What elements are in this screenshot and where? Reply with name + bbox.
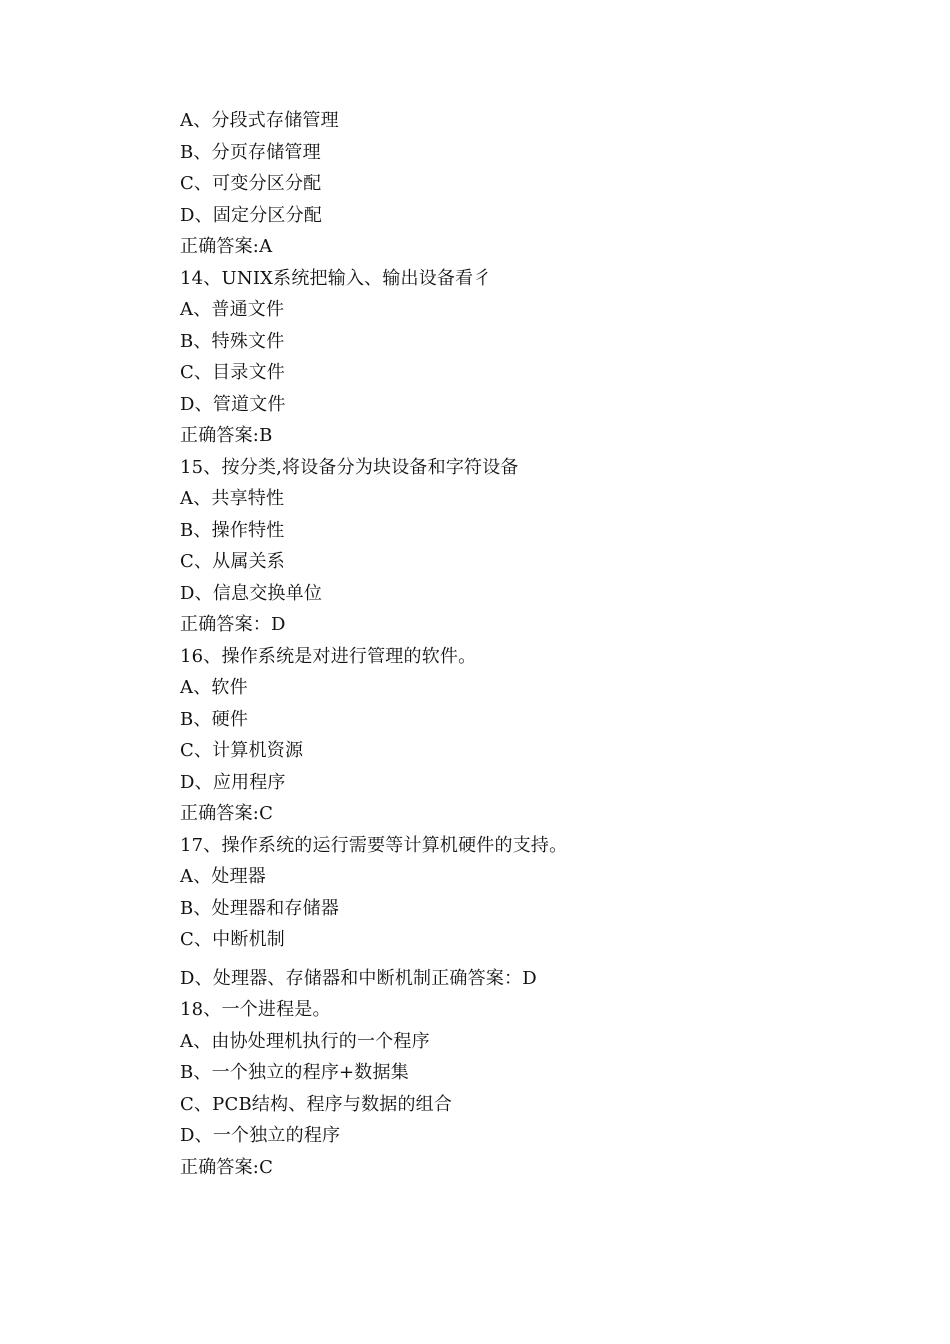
option-d: D、管道文件 xyxy=(180,393,286,415)
option-b: B、硬件 xyxy=(180,708,249,730)
option-c: C、可变分区分配 xyxy=(180,173,322,194)
option-a: A、处理器 xyxy=(180,866,266,887)
question-18: 18、一个进程是。 xyxy=(180,999,331,1020)
option-c: C、目录文件 xyxy=(180,362,285,383)
option-d: D、信息交换单位 xyxy=(180,582,323,604)
option-c: C、计算机资源 xyxy=(180,740,304,761)
option-b: B、分页存储管理 xyxy=(180,141,321,163)
option-d: D、应用程序 xyxy=(180,771,286,793)
option-a: A、共享特性 xyxy=(180,488,285,509)
option-d-with-answer: D、处理器、存储器和中断机制正确答案：D xyxy=(180,967,537,989)
option-c: C、中断机制 xyxy=(180,929,285,950)
option-b: B、操作特性 xyxy=(180,519,285,541)
option-a: A、普通文件 xyxy=(180,299,285,320)
question-17: 17、操作系统的运行需要等计算机硬件的支持。 xyxy=(180,834,568,856)
answer-line: 正确答案:B xyxy=(180,425,273,446)
option-a: A、分段式存储管理 xyxy=(180,110,339,131)
question-15: 15、按分类,将设备分为块设备和字符设备 xyxy=(180,456,519,478)
option-c: C、从属关系 xyxy=(180,551,285,572)
question-14: 14、UNIX系统把输入、输出设备看彳 xyxy=(180,267,492,289)
option-b: B、一个独立的程序+数据集 xyxy=(180,1062,409,1083)
option-b: B、处理器和存储器 xyxy=(180,897,340,919)
answer-line: 正确答案:A xyxy=(180,236,273,257)
answer-line: 正确答案:C xyxy=(180,1156,274,1178)
answer-line: 正确答案：D xyxy=(180,614,286,635)
answer-line: 正确答案:C xyxy=(180,803,274,824)
option-a: A、软件 xyxy=(180,677,248,698)
option-b: B、特殊文件 xyxy=(180,330,285,352)
option-d: D、固定分区分配 xyxy=(180,204,323,226)
option-d: D、一个独立的程序 xyxy=(180,1125,341,1146)
option-a: A、由协处理机执行的一个程序 xyxy=(180,1030,430,1052)
option-c: C、PCB结构、程序与数据的组合 xyxy=(180,1093,453,1115)
question-16: 16、操作系统是对进行管理的软件。 xyxy=(180,645,477,667)
question-list xyxy=(180,105,900,1183)
